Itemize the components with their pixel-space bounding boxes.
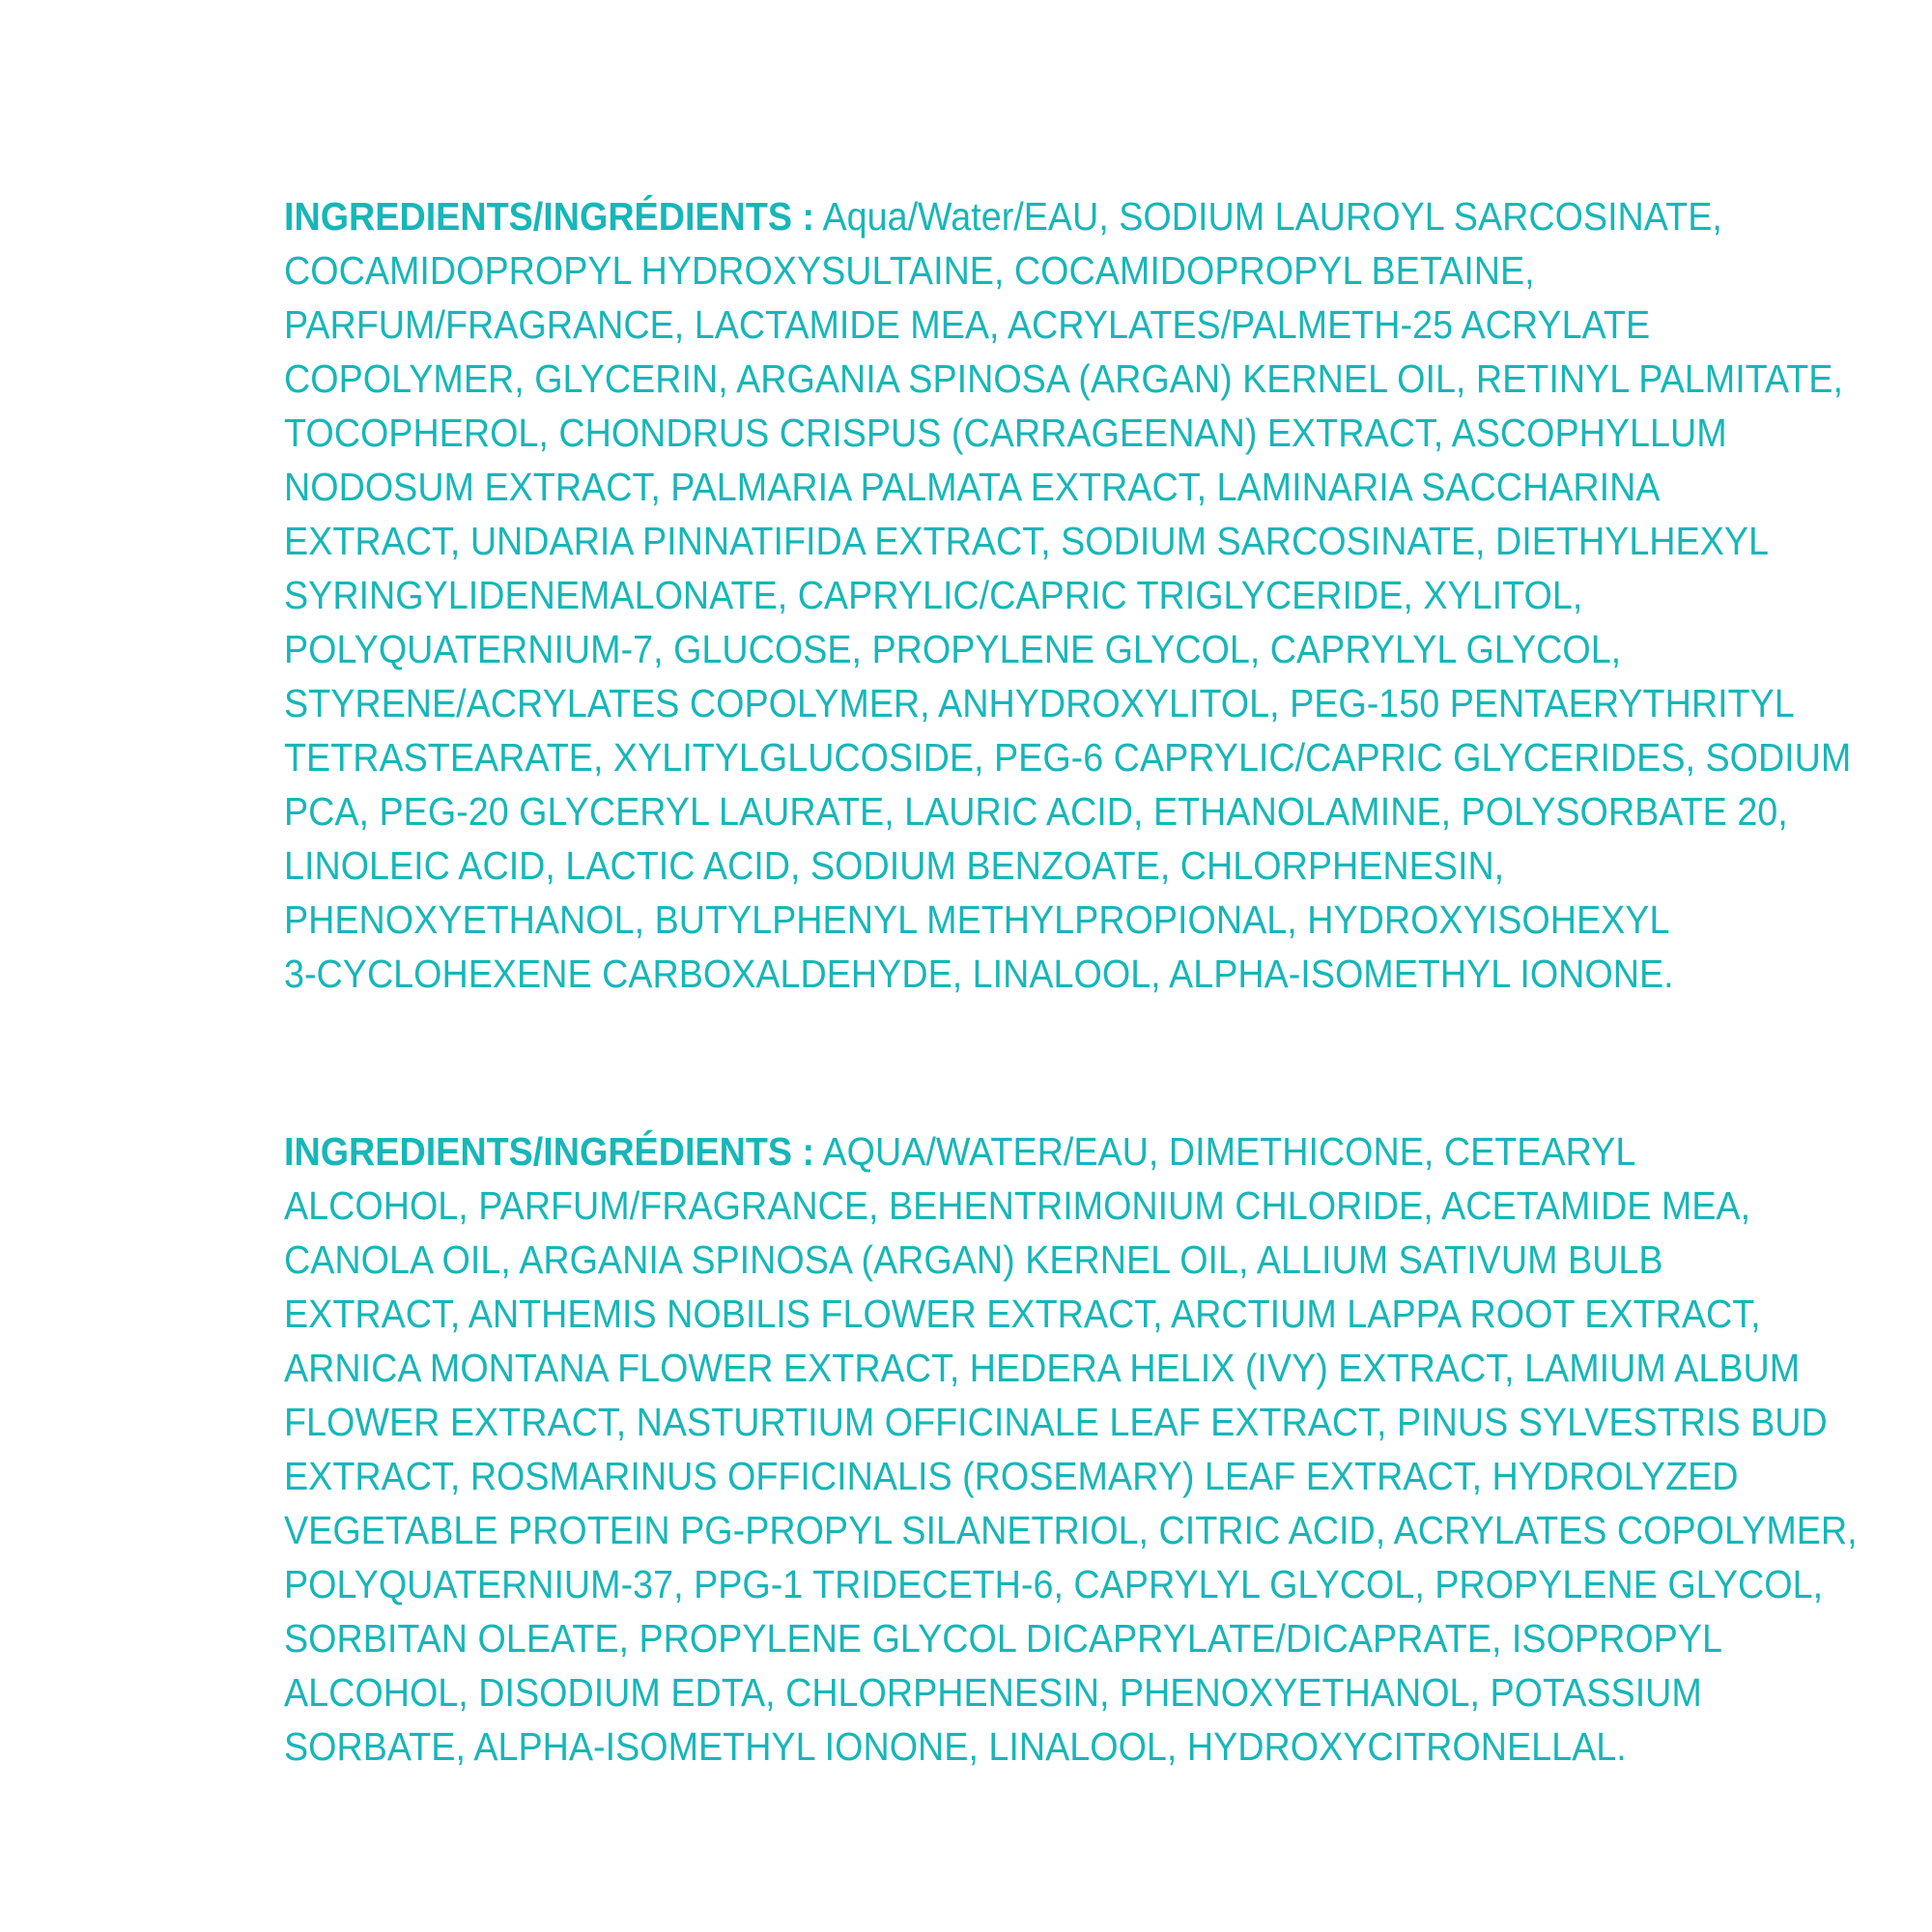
ingredients-line: ARNICA MONTANA FLOWER EXTRACT, HEDERA HELIX (IVY) EXTRACT, LAMIUM ALBUM	[284, 1346, 1801, 1390]
ingredients-line: CANOLA OIL, ARGANIA SPINOSA (ARGAN) KERNEL OIL, ALLIUM SATIVUM BULB	[284, 1237, 1663, 1282]
ingredients-line: FLOWER EXTRACT, NASTURTIUM OFFICINALE LEAF EXTRACT, PINUS SYLVESTRIS BUD	[284, 1400, 1828, 1444]
ingredients-line: PHENOXYETHANOL, BUTYLPHENYL METHYLPROPIONAL, HYDROXYISOHEXYL	[284, 897, 1670, 942]
ingredients-line: SYRINGYLIDENEMALONATE, CAPRYLIC/CAPRIC TRIGLYCERIDE, XYLITOL,	[284, 573, 1583, 617]
ingredients-line: TETRASTEARATE, XYLITYLGLUCOSIDE, PEG-6 CAPRYLIC/CAPRIC GLYCERIDES, SODIUM	[284, 735, 1852, 780]
ingredients-line: POLYQUATERNIUM-7, GLUCOSE, PROPYLENE GLYCOL, CAPRYLYL GLYCOL,	[284, 627, 1622, 671]
ingredients-line: PARFUM/FRAGRANCE, LACTAMIDE MEA, ACRYLATES/PALMETH-25 ACRYLATE	[284, 302, 1651, 347]
ingredients-line: EXTRACT, ROSMARINUS OFFICINALIS (ROSEMARY) LEAF EXTRACT, HYDROLYZED	[284, 1454, 1739, 1498]
ingredients-line: EXTRACT, UNDARIA PINNATIFIDA EXTRACT, SODIUM SARCOSINATE, DIETHYLHEXYL	[284, 519, 1770, 563]
ingredients-line: STYRENE/ACRYLATES COPOLYMER, ANHYDROXYLITOL, PEG-150 PENTAERYTHRITYL	[284, 681, 1795, 725]
ingredients-line: COCAMIDOPROPYL HYDROXYSULTAINE, COCAMIDOPROPYL BETAINE,	[284, 248, 1535, 293]
ingredients-panel-1	[284, 189, 1852, 1001]
ingredients-text: Aqua/Water/EAU, SODIUM LAUROYL SARCOSINATE,	[814, 194, 1722, 239]
ingredients-heading: INGREDIENTS/INGRÉDIENTS :	[284, 194, 815, 239]
ingredients-line: 3-CYCLOHEXENE CARBOXALDEHYDE, LINALOOL, ALPHA-ISOMETHYL IONONE.	[284, 952, 1674, 996]
ingredients-panel-2	[284, 1124, 1858, 1774]
ingredients-heading: INGREDIENTS/INGRÉDIENTS :	[284, 1129, 815, 1174]
ingredients-line	[284, 189, 1722, 243]
ingredients-line: PCA, PEG-20 GLYCERYL LAURATE, LAURIC ACID, ETHANOLAMINE, POLYSORBATE 20,	[284, 789, 1788, 834]
ingredients-line	[284, 1124, 1636, 1179]
ingredients-line: LINOLEIC ACID, LACTIC ACID, SODIUM BENZOATE, CHLORPHENESIN,	[284, 843, 1505, 888]
ingredients-line: EXTRACT, ANTHEMIS NOBILIS FLOWER EXTRACT, ARCTIUM LAPPA ROOT EXTRACT,	[284, 1292, 1761, 1336]
ingredients-line: COPOLYMER, GLYCERIN, ARGANIA SPINOSA (ARGAN) KERNEL OIL, RETINYL PALMITATE,	[284, 356, 1843, 401]
ingredients-line: SORBATE, ALPHA-ISOMETHYL IONONE, LINALOOL, HYDROXYCITRONELLAL.	[284, 1724, 1627, 1769]
ingredients-line: ALCOHOL, DISODIUM EDTA, CHLORPHENESIN, PHENOXYETHANOL, POTASSIUM	[284, 1670, 1702, 1715]
ingredients-line: POLYQUATERNIUM-37, PPG-1 TRIDECETH-6, CAPRYLYL GLYCOL, PROPYLENE GLYCOL,	[284, 1562, 1824, 1606]
ingredients-line: TOCOPHEROL, CHONDRUS CRISPUS (CARRAGEENAN) EXTRACT, ASCOPHYLLUM	[284, 411, 1727, 455]
ingredients-line: NODOSUM EXTRACT, PALMARIA PALMATA EXTRACT, LAMINARIA SACCHARINA	[284, 465, 1661, 509]
ingredients-text: AQUA/WATER/EAU, DIMETHICONE, CETEARYL	[814, 1129, 1636, 1174]
ingredients-line: VEGETABLE PROTEIN PG-PROPYL SILANETRIOL, CITRIC ACID, ACRYLATES COPOLYMER,	[284, 1508, 1858, 1552]
ingredients-line: ALCOHOL, PARFUM/FRAGRANCE, BEHENTRIMONIUM CHLORIDE, ACETAMIDE MEA,	[284, 1183, 1751, 1228]
ingredients-line: SORBITAN OLEATE, PROPYLENE GLYCOL DICAPRYLATE/DICAPRATE, ISOPROPYL	[284, 1616, 1722, 1661]
